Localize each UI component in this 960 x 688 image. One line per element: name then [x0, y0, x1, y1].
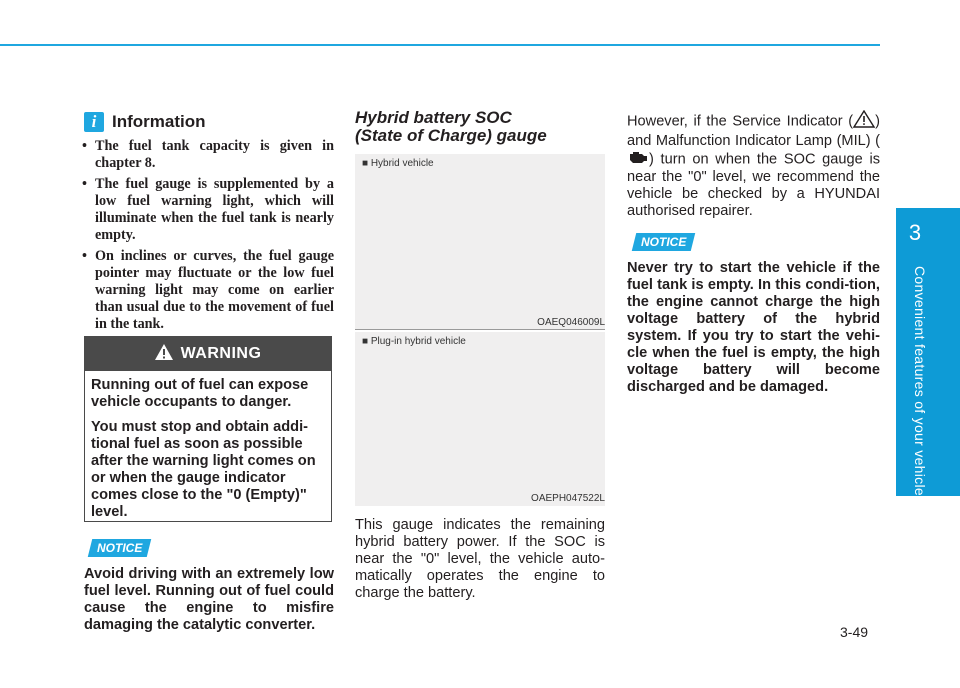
page-number: 3-49 — [840, 624, 869, 640]
information-icon: i — [84, 112, 104, 132]
notice-label: NOTICE — [641, 235, 687, 249]
warning-body — [85, 371, 331, 521]
text-segment: ) turn on when the SOC gauge is near the "0" level, we recommend the vehicle be checked by a HYUNDAI authorised repairer. — [627, 151, 880, 219]
image-label: ■ Hybrid vehicle — [362, 158, 434, 169]
warning-paragraph: You must stop and obtain addi-tional fuel as soon as possible after the warning light comes on or when the gauge indicator comes close to the "0 (Empty)" level. — [91, 419, 316, 520]
text-segment: ) and Malfunction Indicator Lamp (MIL) ( — [627, 113, 880, 149]
service-indicator-icon — [853, 110, 875, 133]
chapter-tab — [896, 208, 960, 496]
warning-title: WARNING — [180, 345, 262, 362]
notice-badge — [632, 233, 696, 251]
image-code: OAEPH047522L — [531, 493, 605, 504]
notice-badge — [88, 539, 152, 557]
information-item: • The fuel tank capacity is given in chapter 8. — [76, 138, 334, 172]
text-segment: However, if the Service Indicator ( — [627, 113, 854, 130]
notice-text: Never try to start the vehicle if the fuel tank is empty. In this condi-tion, the engine cannot charge the high voltage battery of the hybrid system. If you try to start the vehi-cle when the fuel is empty, the high voltage battery will become discharged and be damaged. — [627, 260, 880, 395]
information-list — [76, 138, 334, 337]
information-heading — [84, 112, 206, 132]
warning-paragraph: Running out of fuel can expose vehicle occupants to danger. — [91, 377, 309, 410]
plugin-hybrid-gauge-image — [355, 332, 605, 506]
warning-header — [85, 337, 331, 371]
soc-description: This gauge indicates the remaining hybrid battery power. If the SOC is near the "0" level, the vehicle auto-matically operates the engine to charge the battery. — [355, 517, 605, 601]
image-label: ■ Plug-in hybrid vehicle — [362, 336, 466, 347]
chapter-number: 3 — [908, 220, 922, 245]
hybrid-gauge-image — [355, 154, 605, 330]
image-code: OAEQ046009L — [537, 317, 605, 328]
service-indicator-text — [627, 110, 880, 220]
header-rule — [0, 44, 880, 46]
information-item: • The fuel gauge is supplemented by a low fuel warning light, which will illuminate when the fuel tank is nearly empty. — [76, 176, 334, 244]
soc-title — [355, 109, 547, 145]
notice-text: Avoid driving with an extremely low fuel level. Running out of fuel could cause the engine to misfire damaging the catalytic converter. — [84, 566, 334, 633]
chapter-title: Convenient features of your vehicle — [912, 266, 928, 496]
soc-title-line: Hybrid battery SOC — [355, 108, 512, 127]
notice-label: NOTICE — [97, 541, 143, 555]
information-item: • On inclines or curves, the fuel gauge pointer may fluctuate or the low fuel warning light may come on earlier than usual due to the movement of fuel in the tank. — [76, 248, 334, 333]
warning-box — [84, 336, 332, 522]
information-title: Information — [112, 112, 206, 131]
engine-check-icon — [627, 150, 649, 169]
soc-title-line: (State of Charge) gauge — [355, 126, 547, 145]
warning-triangle-icon — [155, 344, 173, 365]
image-divider — [355, 329, 605, 330]
